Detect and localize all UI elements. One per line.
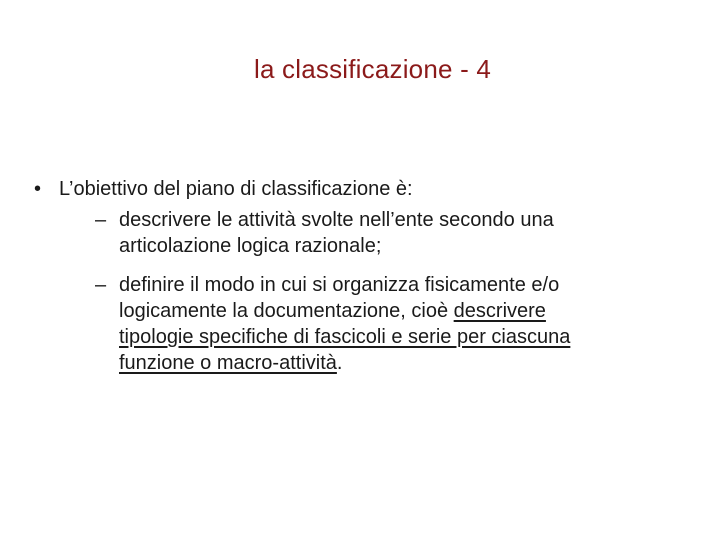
bullet-marker: • (34, 178, 42, 200)
sub-item-marker: – (95, 209, 107, 231)
bullet-item (0, 174, 720, 204)
sub-item-marker: – (95, 274, 107, 296)
text-line: articolazione logica razionale; (119, 235, 382, 257)
text-line (119, 350, 639, 376)
underlined-text: descrivere (453, 300, 546, 322)
underlined-text: tipologie specifiche di fascicoli e serie per ciascuna (119, 326, 571, 348)
text-line: descrivere le attività svolte nell’ente secondo una (119, 209, 554, 231)
text-line (119, 324, 639, 350)
text-line (119, 298, 639, 324)
text-period: . (336, 352, 343, 374)
text-plain: logicamente la documentazione, cioè (119, 300, 454, 322)
underlined-text: funzione o macro-attività (119, 352, 337, 374)
text-line: definire il modo in cui si organizza fisicamente e/o (119, 274, 560, 296)
slide-title: la classificazione - 4 (253, 54, 492, 84)
sub-item-text (119, 207, 639, 259)
sub-item-text (119, 272, 639, 376)
bullet-text: L’obiettivo del piano di classificazione è: (59, 178, 413, 200)
